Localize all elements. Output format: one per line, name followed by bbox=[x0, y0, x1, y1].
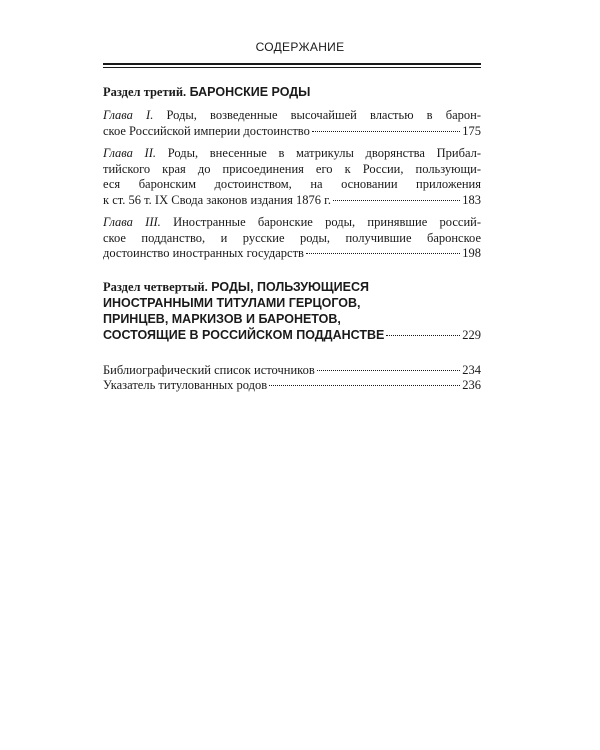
dot-leader bbox=[317, 370, 461, 371]
page-number: 183 bbox=[462, 192, 481, 207]
page-number: 229 bbox=[462, 327, 481, 342]
entry-text: достоинство иностранных государств bbox=[103, 246, 304, 260]
entry-line-last bbox=[103, 124, 481, 140]
section-title: БАРОНСКИЕ РОДЫ bbox=[189, 85, 311, 99]
dot-leader bbox=[312, 131, 460, 132]
entry-text: Роды, возведенные высочайшей властью в барон- bbox=[166, 108, 481, 122]
dot-leader bbox=[386, 335, 460, 336]
running-head: СОДЕРЖАНИЕ bbox=[255, 40, 345, 54]
header-rule-thin bbox=[103, 67, 481, 68]
header-rule-thick bbox=[103, 63, 481, 65]
entry-text: Иностранные баронские роды, принявшие россий- bbox=[173, 215, 481, 229]
page-number: 175 bbox=[462, 123, 481, 138]
section-heading-3 bbox=[103, 84, 481, 100]
entry-line: еся баронским достоинством, на основании приложения bbox=[103, 177, 481, 191]
section-lead: Раздел третий. bbox=[103, 85, 187, 99]
entry-line: тийского края до присоединения его к России, пользующи- bbox=[103, 161, 481, 176]
page-number: 234 bbox=[462, 362, 481, 377]
dot-leader bbox=[269, 385, 460, 386]
section-title: РОДЫ, ПОЛЬЗУЮЩИЕСЯ bbox=[211, 279, 369, 294]
section-line-last bbox=[103, 327, 481, 343]
section-lead: Раздел четвертый. bbox=[103, 279, 208, 294]
page-number: 198 bbox=[462, 246, 481, 260]
dot-leader bbox=[333, 200, 460, 201]
section-title: СОСТОЯЩИЕ В РОССИЙСКОМ ПОДДАНСТВЕ bbox=[103, 327, 385, 342]
section-line: ИНОСТРАННЫМИ ТИТУЛАМИ ГЕРЦОГОВ, bbox=[103, 295, 361, 310]
entry-line: ское подданство, и русские роды, получившие баронское bbox=[103, 230, 481, 245]
toc-entry-index[interactable] bbox=[103, 378, 481, 394]
dot-leader bbox=[306, 253, 460, 254]
toc-entry-section-4[interactable] bbox=[103, 279, 481, 343]
entry-line-last bbox=[103, 246, 481, 262]
entry-text: Роды, внесенные в матрикулы дворянства Прибал- bbox=[167, 146, 481, 160]
chapter-label: Глава III. bbox=[103, 215, 161, 229]
entry-line bbox=[103, 108, 481, 124]
section-line bbox=[103, 279, 481, 295]
entry-text: к ст. 56 т. IX Свода законов издания 1876 г. bbox=[103, 192, 331, 207]
page-number: 236 bbox=[462, 378, 481, 392]
entry-line bbox=[103, 146, 481, 162]
toc-entry-chapter-1[interactable] bbox=[103, 108, 481, 139]
entry-line bbox=[103, 215, 481, 231]
toc-entry-chapter-3[interactable] bbox=[103, 215, 481, 262]
entry-text: Библиографический список источников bbox=[103, 362, 315, 377]
section-line: ПРИНЦЕВ, МАРКИЗОВ И БАРОНЕТОВ, bbox=[103, 311, 341, 326]
chapter-label: Глава I. bbox=[103, 108, 154, 122]
entry-line-last bbox=[103, 193, 481, 209]
toc-content bbox=[103, 74, 481, 394]
chapter-label: Глава II. bbox=[103, 146, 157, 160]
entry-text: Указатель титулованных родов bbox=[103, 378, 268, 392]
toc-entry-chapter-2[interactable] bbox=[103, 146, 481, 208]
toc-entry-bibliography[interactable] bbox=[103, 363, 481, 379]
entry-text: ское Российской империи достоинство bbox=[103, 123, 310, 138]
